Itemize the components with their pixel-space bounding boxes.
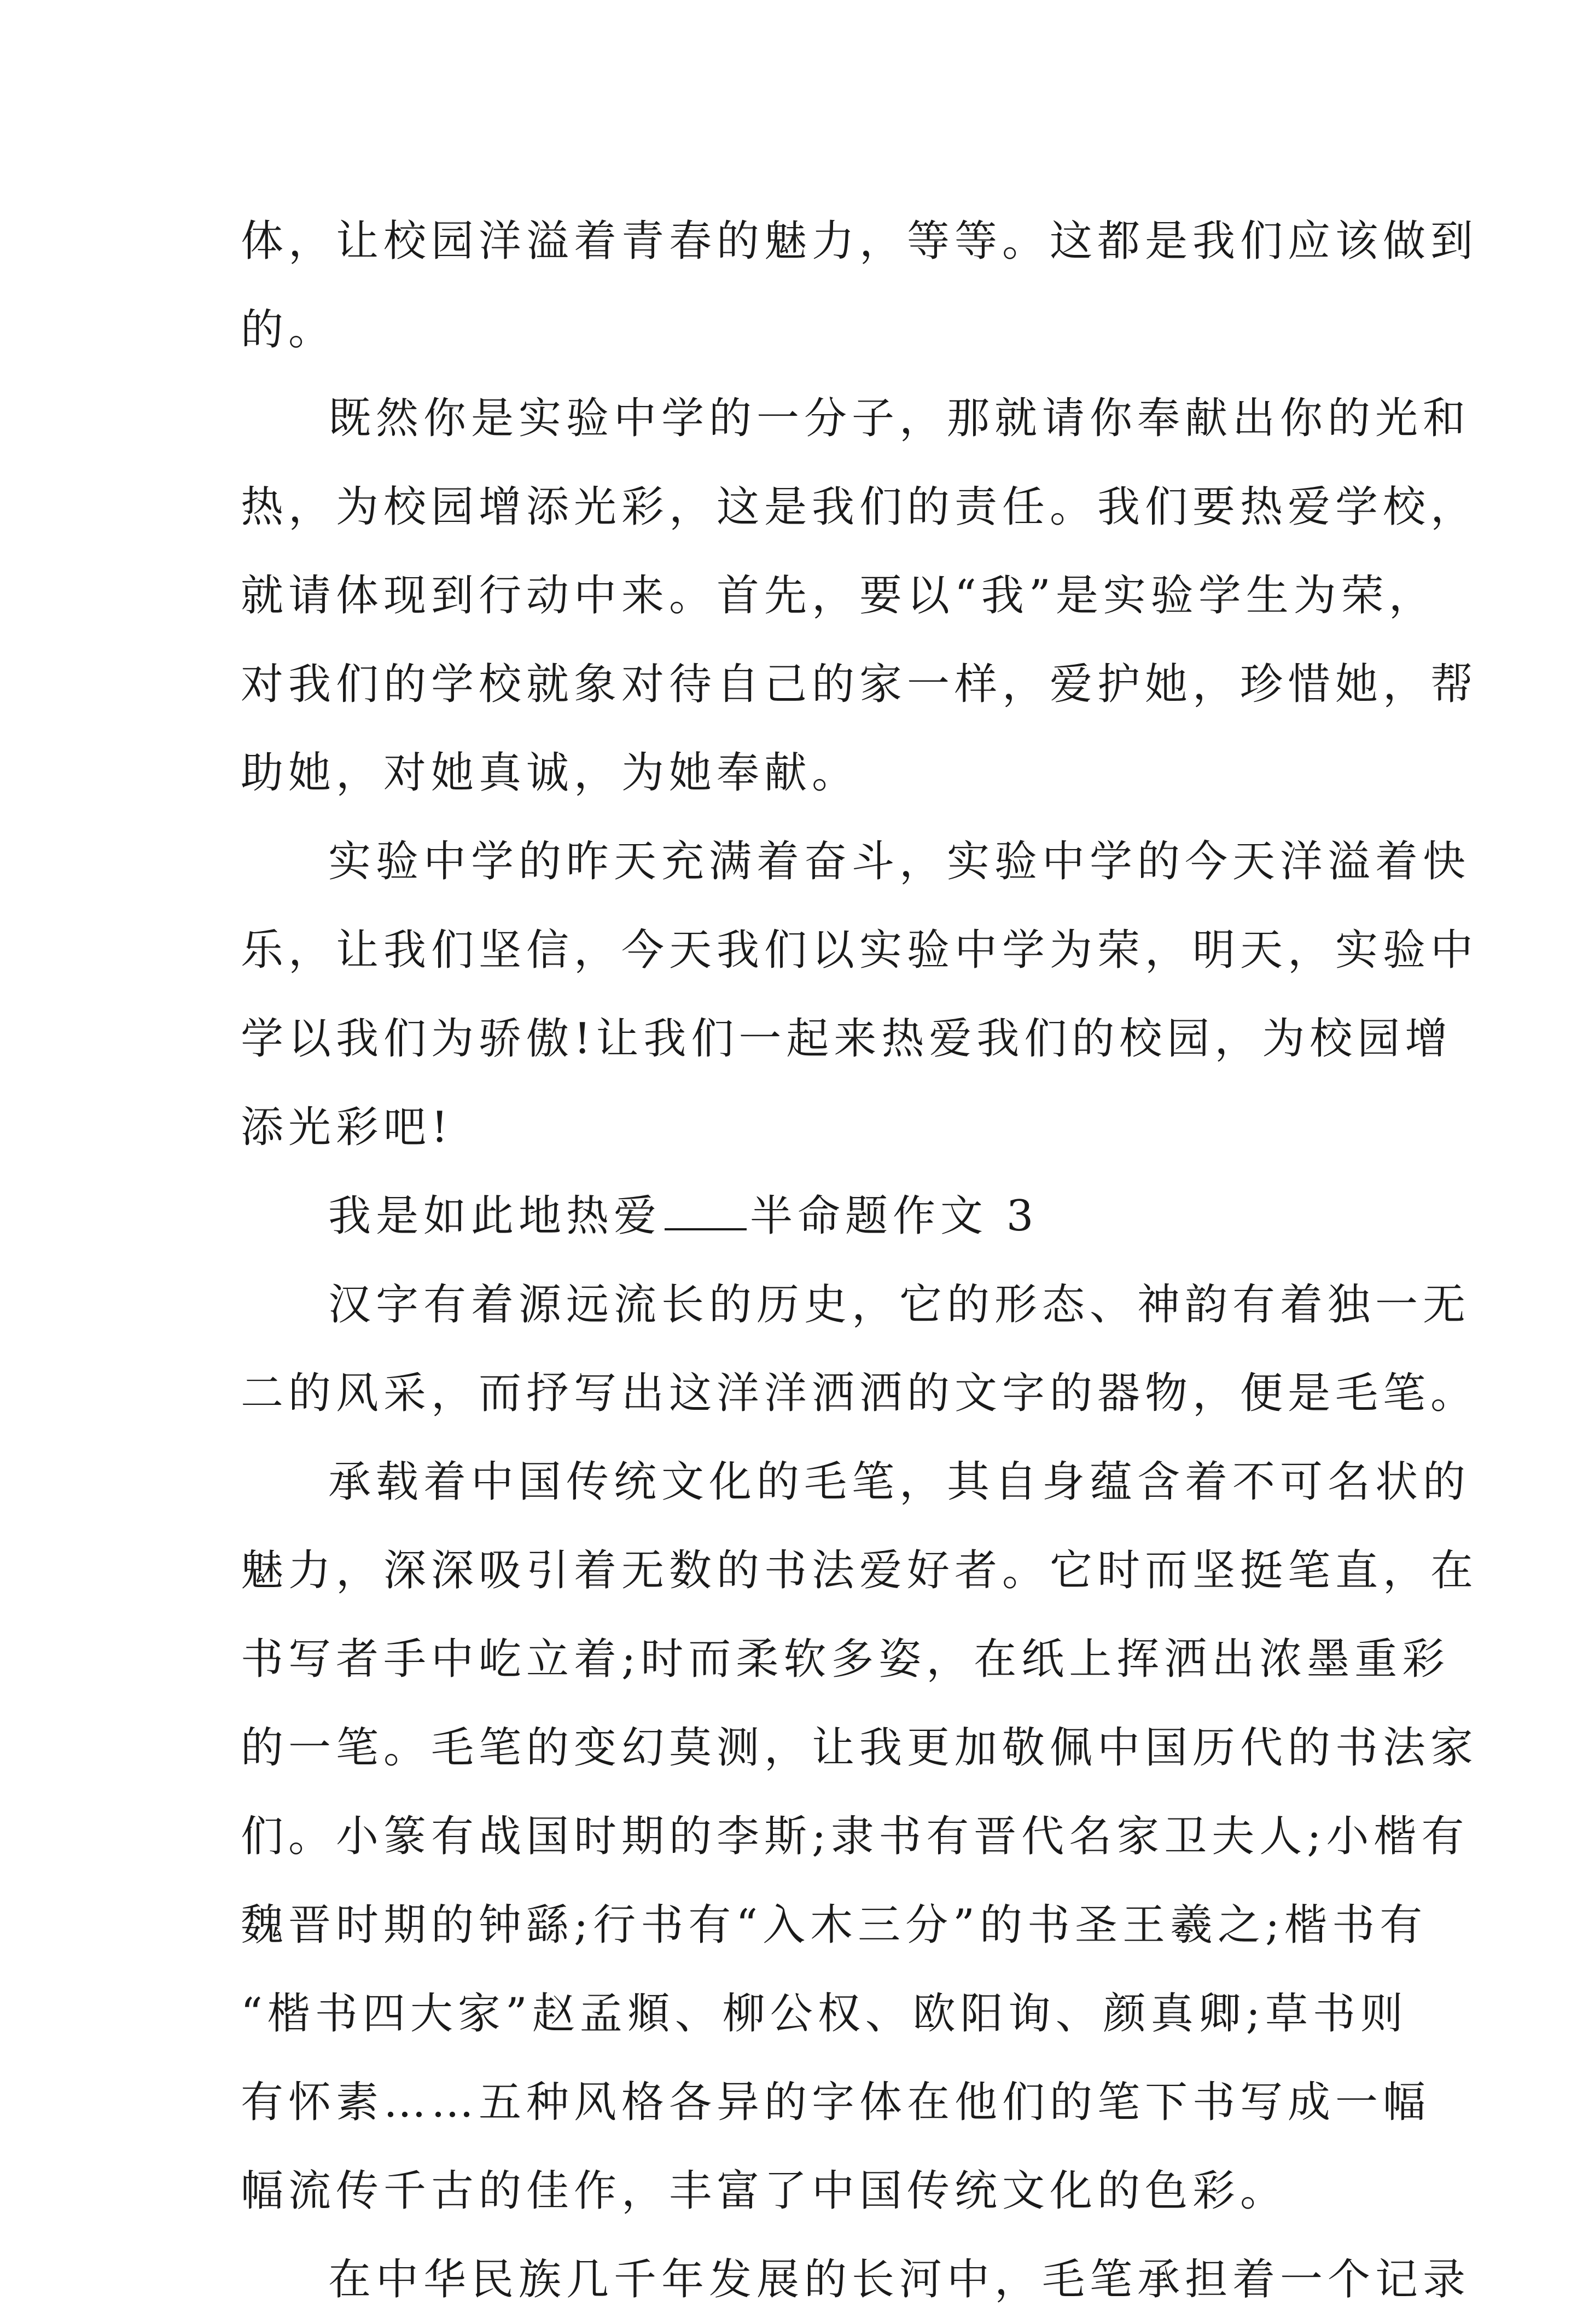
- text-line: 有怀素……五种风格各异的字体在他们的笔下书写成一幅: [241, 2078, 1431, 2127]
- section-heading: [241, 1172, 1357, 1260]
- paragraph-start: 在中华民族几千年发展的长河中，毛笔承担着一个记录: [328, 2255, 1471, 2304]
- text-line: 们。小篆有战国时期的李斯;隶书有晋代名家卫夫人;小楷有: [241, 1812, 1469, 1861]
- text-line: 乐，让我们坚信，今天我们以实验中学为荣，明天，实验中: [241, 926, 1479, 975]
- text-line: 的一笔。毛笔的变幻莫测，让我更加敬佩中国历代的书法家: [241, 1723, 1479, 1773]
- text-line: 助她，对她真诚，为她奉献。: [241, 748, 860, 798]
- heading-part-1: 我是如此地热爱: [328, 1192, 662, 1241]
- heading-part-2: 半命题作文 3: [750, 1192, 1039, 1241]
- text-line: 热，为校园增添光彩，这是我们的责任。我们要热爱学校，: [241, 483, 1479, 532]
- paragraph-start: 既然你是实验中学的一分子，那就请你奉献出你的光和: [328, 394, 1471, 443]
- paragraph-start: 实验中学的昨天充满着奋斗，实验中学的今天洋溢着快: [328, 837, 1471, 886]
- text-line: 添光彩吧!: [241, 1103, 453, 1152]
- text-line: 二的风采，而抒写出这洋洋洒洒的文字的器物，便是毛笔。: [241, 1369, 1479, 1418]
- text-line: 体，让校园洋溢着青春的魅力，等等。这都是我们应该做到: [241, 217, 1479, 266]
- paragraph-start: 承载着中国传统文化的毛笔，其自身蕴含着不可名状的: [328, 1457, 1471, 1507]
- fill-in-blank: [665, 1196, 747, 1230]
- text-line: 就请体现到行动中来。首先，要以“我”是实验学生为荣，: [241, 571, 1436, 620]
- text-line: 魏晋时期的钟繇;行书有“入木三分”的书圣王羲之;楷书有: [241, 1901, 1428, 1950]
- text-line: 幅流传千古的佳作，丰富了中国传统文化的色彩。: [241, 2166, 1288, 2216]
- text-line: 书写者手中屹立着;时而柔软多姿，在纸上挥洒出浓墨重彩: [241, 1635, 1450, 1684]
- paragraph-start: 汉字有着源远流长的历史，它的形态、神韵有着独一无: [328, 1280, 1471, 1329]
- text-line: 学以我们为骄傲!让我们一起来热爱我们的校园，为校园增: [241, 1014, 1453, 1064]
- text-line: “楷书四大家”赵孟頫、柳公权、欧阳询、颜真卿;草书则: [241, 1989, 1409, 2038]
- text-line: 魅力，深深吸引着无数的书法爱好者。它时而坚挺笔直，在: [241, 1546, 1479, 1595]
- document-body: [241, 197, 1479, 2324]
- text-line: 的。: [241, 305, 336, 355]
- text-line: 对我们的学校就象对待自己的家一样，爱护她，珍惜她，帮: [241, 660, 1479, 709]
